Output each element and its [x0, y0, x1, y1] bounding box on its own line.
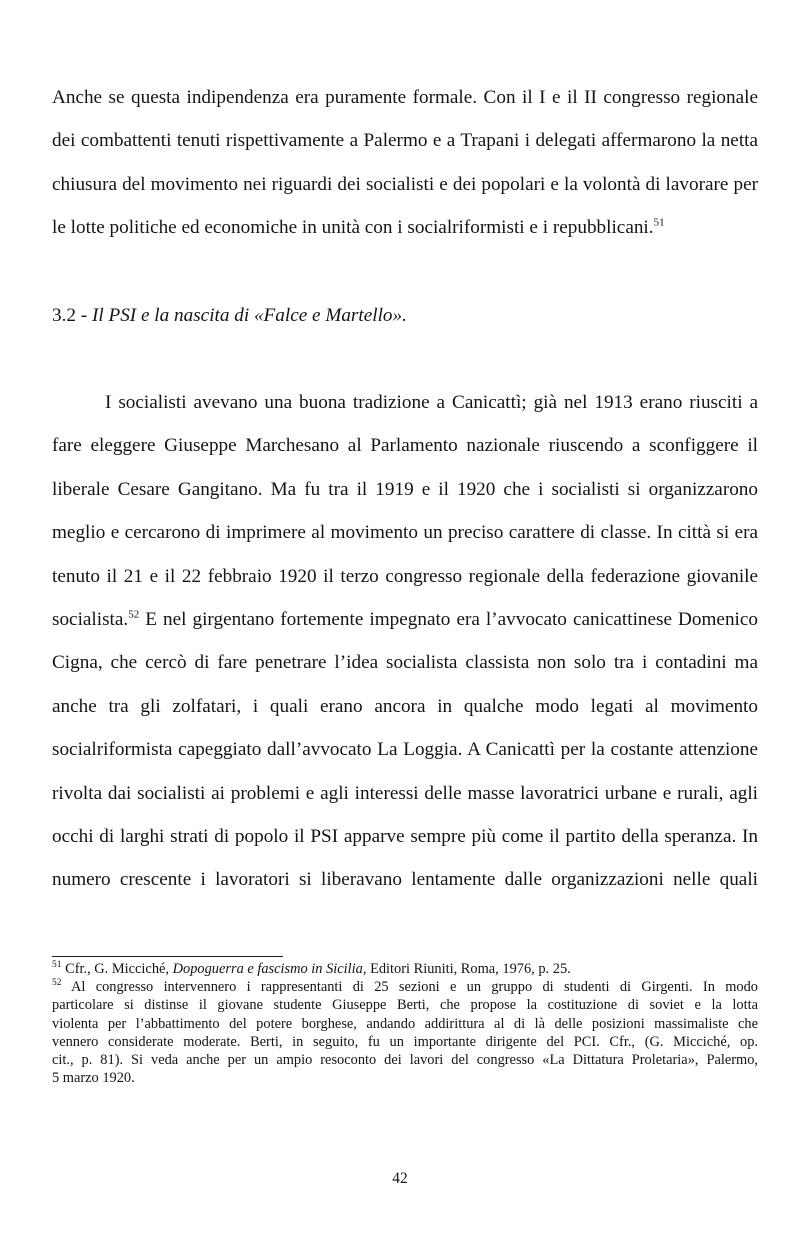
text-segment: le lotte politiche ed economiche in unità con i socialriformisti e i repubblicani. [52, 217, 654, 239]
text-line: numero crescente i lavoratori si liberavano lentamente dalle organizzazioni nelle quali [52, 869, 758, 891]
text-line: liberale Cesare Gangitano. Ma fu tra il 1919 e il 1920 che i socialisti si organizzarono [52, 478, 758, 500]
text-line: rivolta dai socialisti ai problemi e agli interessi delle masse lavoratrici urbane e rurali, agli [52, 782, 758, 804]
section-heading [52, 303, 407, 329]
paragraph-intro [52, 76, 758, 250]
footnote-ref-51: 51 [653, 216, 665, 229]
footnote-line: 5 marzo 1920. [52, 1070, 135, 1087]
footnote-number: 52 [52, 978, 62, 989]
footnote-51 [52, 960, 758, 978]
footnote-52 [52, 978, 758, 1087]
text-line: Cigna, che cercò di fare penetrare l’idea socialista classista non solo tra i contadini ma [52, 652, 758, 674]
footnote-line: vennero considerate moderate. Berti, in seguito, fu un importante dirigente del PCI. Cfr., (G. Micciché, op. [52, 1033, 758, 1050]
text-segment: Al congresso intervennero i rappresentanti di 25 sezioni e un gruppo di studenti di Girgenti. In modo [61, 979, 758, 996]
text-line: chiusura del movimento nei riguardi dei socialisti e dei popolari e la volontà di lavorare per [52, 173, 758, 195]
footnote-line: particolare si distinse il giovane studente Giuseppe Berti, che propose la costituzione di soviet e la lotta [52, 997, 758, 1014]
text-line: fare eleggere Giuseppe Marchesano al Parlamento nazionale riuscendo a sconfiggere il [52, 435, 758, 457]
text-segment: Editori Riuniti, Roma, 1976, p. 25. [366, 961, 571, 977]
paragraph-main [52, 381, 758, 902]
footnote-number: 51 [52, 960, 62, 971]
text-line: tenuto il 21 e il 22 febbraio 1920 il terzo congresso regionale della federazione giovanile [52, 565, 758, 587]
text-line: dei combattenti tenuti rispettivamente a Palermo e a Trapani i delegati affermarono la netta [52, 130, 758, 152]
book-title: Dopoguerra e fascismo in Sicilia, [172, 961, 367, 977]
text-line: meglio e cercarono di imprimere al movimento un preciso carattere di classe. In città si era [52, 522, 758, 544]
footnote-line: cit., p. 81). Si veda anche per un ampio resoconto dei lavori del congresso «La Dittatura Proletaria», Palermo, [52, 1052, 758, 1069]
text-segment: Cfr., G. Micciché, [61, 961, 173, 977]
text-line: anche tra gli zolfatari, i quali erano ancora in qualche modo legati al movimento [52, 695, 758, 717]
footnote-line: violenta per l’abbattimento del potere borghese, andando addirittura al di là delle posizioni massimaliste che [52, 1015, 758, 1032]
text-line: I socialisti avevano una buona tradizione a Canicattì; già nel 1913 erano riusciti a [105, 392, 758, 413]
footnote-line [52, 978, 758, 996]
text-line [52, 206, 758, 249]
footnote-separator [52, 956, 283, 957]
section-title: Il PSI e la nascita di «Falce e Martello». [91, 305, 407, 326]
text-line [52, 598, 758, 641]
text-line: occhi di larghi strati di popolo il PSI apparve sempre più come il partito della speranza. In [52, 826, 758, 848]
footnote-line [52, 960, 758, 978]
text-segment: E nel girgentano fortemente impegnato era l’avvocato canicattinese Domenico [139, 609, 758, 631]
footnotes [52, 960, 758, 1087]
page-number: 42 [392, 1170, 408, 1187]
section-number: 3.2 - [52, 305, 92, 326]
text-line: socialriformista capeggiato dall’avvocato La Loggia. A Canicattì per la costante attenzione [52, 739, 758, 761]
footnote-ref-52: 52 [128, 608, 140, 621]
text-segment: socialista. [52, 609, 129, 631]
text-line: Anche se questa indipendenza era puramente formale. Con il I e il II congresso regionale [52, 87, 758, 108]
